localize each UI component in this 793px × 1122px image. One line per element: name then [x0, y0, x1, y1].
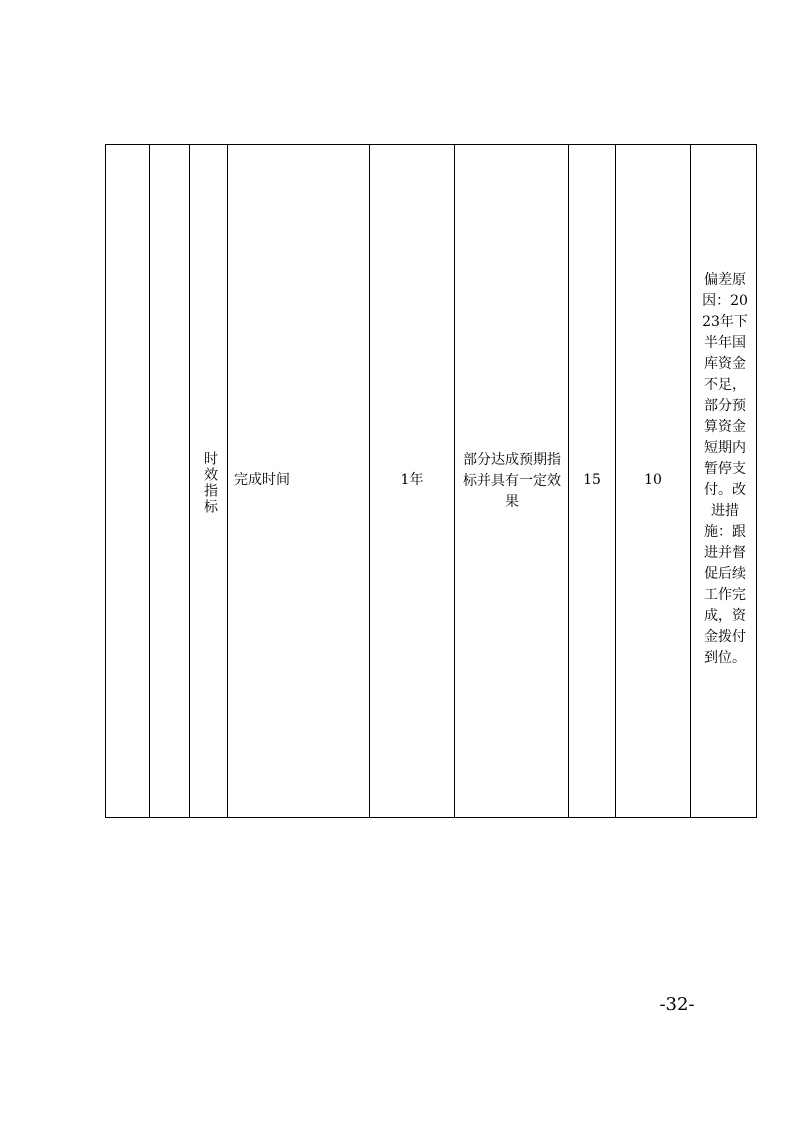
target-value: 1年 — [400, 472, 424, 488]
column-divider-8 — [615, 144, 616, 818]
column-divider-3 — [189, 144, 190, 818]
column-divider-9 — [690, 144, 691, 818]
column-divider-10 — [756, 144, 757, 818]
table-top-border — [105, 144, 757, 145]
column-divider-2 — [149, 144, 150, 818]
weight-score: 15 — [583, 472, 601, 488]
deviation-note: 偏差原因：2023年下半年国库资金不足，部分预算资金短期内暂停支付。改进措施：跟进并督促后续工作完成，资金拨付到位。 — [702, 272, 748, 666]
column-divider-4 — [227, 144, 228, 818]
column-divider-5 — [369, 144, 370, 818]
table-bottom-border — [105, 817, 757, 818]
column-divider-1 — [105, 144, 106, 818]
indicator-name: 完成时间 — [234, 472, 290, 488]
column-divider-7 — [568, 144, 569, 818]
column-divider-6 — [454, 144, 455, 818]
page-number: -32- — [659, 994, 695, 1015]
indicator-category: 时效指标 — [202, 451, 218, 515]
actual-score: 10 — [644, 472, 662, 488]
actual-value: 部分达成预期指标并具有一定效果 — [463, 452, 561, 510]
